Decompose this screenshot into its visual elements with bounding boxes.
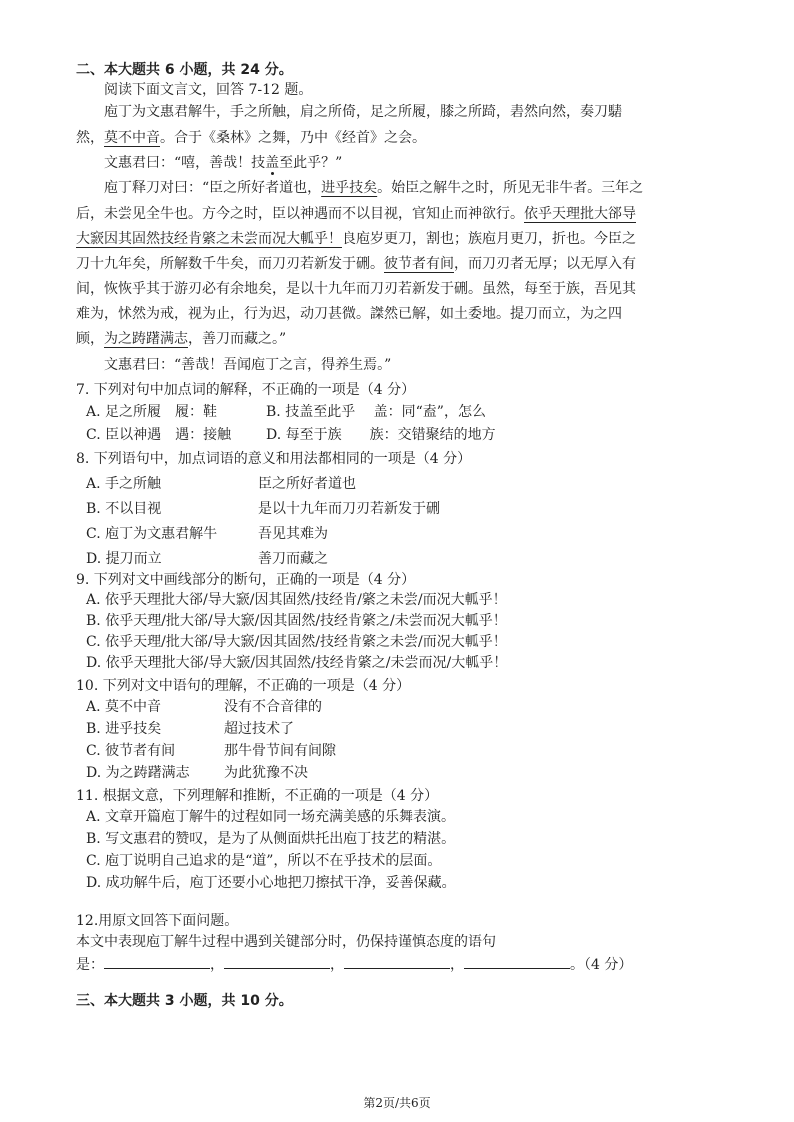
underlined-phrase: 进乎技矣 <box>321 180 378 196</box>
answer-blank-4[interactable] <box>464 954 570 969</box>
q7-option-c: C. 臣以神遇 遇：接触 <box>86 427 232 443</box>
passage-line: 庖丁释刀对曰：“臣之所好者道也，进乎技矣。始臣之解牛之时，所见无非牛者。三年之 <box>104 180 644 196</box>
question-11-stem: 11. 根据文意，下列理解和推断，不正确的一项是（4 分） <box>76 788 439 804</box>
q8-option-a-left: A. 手之所触 <box>86 476 162 492</box>
q8-option-c-left: C. 庖丁为文惠君解牛 <box>86 526 218 542</box>
dotted-word: 盖 <box>265 155 280 171</box>
passage-line: 后，未尝见全牛也。方今之时，臣以神遇而不以目视，官知止而神欲行。依乎天理批大郤导 <box>76 206 636 222</box>
q8-option-c-right: 吾见其难为 <box>258 526 328 542</box>
q10-option-c-left: C. 彼节者有间 <box>86 743 176 759</box>
reading-instruction: 阅读下面文言文，回答 7-12 题。 <box>104 82 313 98</box>
q9-option-c: C. 依乎天理/批大郤/导大窾/因其固然/技经肯綮之未尝/而况大軱乎！ <box>86 634 507 650</box>
q9-option-d: D. 依乎天理批大郤/导大窾/因其固然/技经肯綮之/未尝而况/大軱乎！ <box>86 655 508 671</box>
question-12-answer-line: 是： ， ， ， 。（4 分） <box>76 954 632 975</box>
question-8-stem: 8. 下列语句中，加点词语的意义和用法都相同的一项是（4 分） <box>76 451 472 467</box>
q11-option-b: B. 写文惠君的赞叹，是为了从侧面烘托出庖丁技艺的精湛。 <box>86 831 456 847</box>
passage-line: 间，恢恢乎其于游刃必有余地矣，是以十九年而刀刃若新发于硎。虽然，每至于族，吾见其 <box>76 281 636 297</box>
question-10-stem: 10. 下列对文中语句的理解，不正确的一项是（4 分） <box>76 678 411 694</box>
underlined-phrase: 大窾因其固然技经肯綮之未尝而况大軱乎！ <box>76 231 342 247</box>
q10-option-d-left: D. 为之踌躇满志 <box>86 765 190 781</box>
q10-option-b-right: 超过技术了 <box>224 721 294 737</box>
passage-line: 庖丁为文惠君解牛，手之所触，肩之所倚，足之所履，膝之所踦，砉然向然，奏刀騞 <box>104 104 622 120</box>
q11-option-d: D. 成功解牛后，庖丁还要小心地把刀擦拭干净，妥善保藏。 <box>86 875 456 891</box>
section-heading-3: 三、本大题共 3 小题，共 10 分。 <box>76 993 293 1009</box>
question-12-stem: 12.用原文回答下面问题。 <box>76 913 239 929</box>
q10-option-b-left: B. 进乎技矣 <box>86 721 162 737</box>
q8-option-b-right: 是以十九年而刀刃若新发于硎 <box>258 501 440 517</box>
passage-line: 大窾因其固然技经肯綮之未尝而况大軱乎！良庖岁更刀，割也；族庖月更刀，折也。今臣之 <box>76 231 636 247</box>
underlined-phrase: 依乎天理批大郤导 <box>524 206 636 222</box>
passage-line: 难为，怵然为戒，视为止，行为迟，动刀甚微。謋然已解，如土委地。提刀而立，为之四 <box>76 306 622 322</box>
q10-option-a-left: A. 莫不中音 <box>86 699 162 715</box>
q9-option-a: A. 依乎天理批大郤/导大窾/因其固然/技经肯/綮之未尝/而况大軱乎！ <box>86 592 507 608</box>
q7-option-d: D. 每至于族 族：交错聚结的地方 <box>266 427 496 443</box>
q10-option-c-right: 那牛骨节间有间隙 <box>224 743 336 759</box>
q7-option-a: A. 足之所履 履：鞋 <box>86 404 218 420</box>
q8-option-d-right: 善刀而藏之 <box>258 551 328 567</box>
passage-line: 文惠君曰：“善哉！吾闻庖丁之言，得养生焉。” <box>104 357 392 373</box>
q10-option-d-right: 为此犹豫不决 <box>224 765 308 781</box>
q8-option-d-left: D. 提刀而立 <box>86 551 162 567</box>
q9-option-b: B. 依乎天理/批大郤/导大窾/因其固然/技经肯綮之/未尝而况大軱乎！ <box>86 613 507 629</box>
passage-line: 然，莫不中音。合于《桑林》之舞，乃中《经首》之会。 <box>76 130 426 146</box>
q10-option-a-right: 没有不合音律的 <box>224 699 322 715</box>
answer-blank-1[interactable] <box>104 954 210 969</box>
section-heading-2: 二、本大题共 6 小题，共 24 分。 <box>76 62 293 78</box>
underlined-phrase: 为之踌躇满志 <box>104 331 188 347</box>
passage-line: 文惠君曰：“嘻，善哉！技盖至此乎？” <box>104 155 343 171</box>
underlined-phrase: 彼节者有间 <box>384 256 454 272</box>
q11-option-c: C. 庖丁说明自己追求的是“道”，所以不在乎技术的层面。 <box>86 853 442 869</box>
answer-blank-2[interactable] <box>224 954 330 969</box>
passage-line: 顾，为之踌躇满志，善刀而藏之。” <box>76 331 287 347</box>
question-9-stem: 9. 下列对文中画线部分的断句，正确的一项是（4 分） <box>76 572 416 588</box>
question-12-text: 本文中表现庖丁解牛过程中遇到关键部分时，仍保持谨慎态度的语句 <box>76 934 496 950</box>
q7-option-b: B. 技盖至此乎 盖：同“盍”，怎么 <box>266 404 486 420</box>
question-7-stem: 7. 下列对句中加点词的解释，不正确的一项是（4 分） <box>76 382 416 398</box>
q11-option-a: A. 文章开篇庖丁解牛的过程如同一场充满美感的乐舞表演。 <box>86 809 456 825</box>
underlined-phrase: 莫不中音 <box>104 130 160 146</box>
page-number: 第2页/共6页 <box>363 1096 431 1110</box>
q8-option-b-left: B. 不以目视 <box>86 501 162 517</box>
q8-option-a-right: 臣之所好者道也 <box>258 476 356 492</box>
passage-line: 刀十九年矣，所解数千牛矣，而刀刃若新发于硎。彼节者有间，而刀刃者无厚；以无厚入有 <box>76 256 636 272</box>
answer-blank-3[interactable] <box>344 954 450 969</box>
